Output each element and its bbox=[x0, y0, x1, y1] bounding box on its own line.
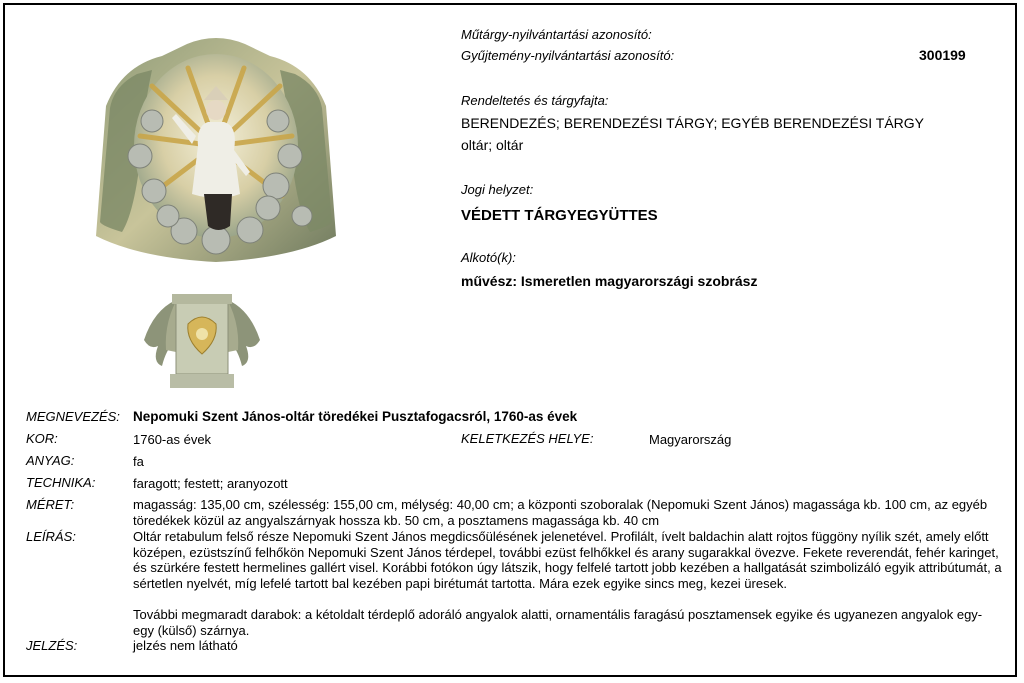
purpose-label: Rendeltetés és tárgyfajta: bbox=[461, 93, 609, 108]
pedestal-wings-photo bbox=[136, 280, 268, 392]
age-value: 1760-as évek bbox=[133, 432, 212, 447]
description-paragraph-1: Oltár retabulum felső része Nepomuki Szent János megdicsőülésének jelenetével. Profilált, ívelt baldachin alatt rojtos függöny nyílik szét, amely előtt középen, ezüstszínű felhőkön Nepomuki Szent János térdepel, további ezüst felhőkkel és arany sugarakkal övezve. Fekete reverendát, fehér karinget, és szürkére festett hermelines gallért visel. Korábbi fotókon úgy látszik, hogy felfelé tartott jobb kezében a hallgatását szimbolizáló egyik attribútumát, a sértetlen nyelvét, míg lefelé tartott bal kezében papi birétumát tartotta. Mára ezek egyike sincs meg, kezei üresek. bbox=[133, 529, 1002, 591]
description-paragraph-2: További megmaradt darabok: a kétoldalt térdeplő adoráló angyalok alatti, ornamentális faragású posztamensek egyike és ugyanezen angyalok egy-egy (külső) szárnya. bbox=[133, 607, 983, 638]
technique-value: faragott; festett; aranyozott bbox=[133, 476, 288, 491]
name-label: MEGNEVEZÉS: bbox=[26, 409, 120, 424]
origin-label: KELETKEZÉS HELYE: bbox=[461, 431, 594, 446]
altar-retabulum-photo bbox=[92, 26, 340, 276]
description-label: LEÍRÁS: bbox=[26, 529, 76, 544]
gyujtemeny-id-label: Gyűjtemény-nyilvántartási azonosító: bbox=[461, 48, 675, 63]
purpose-line1: BERENDEZÉS; BERENDEZÉSI TÁRGY; EGYÉB BERENDEZÉSI TÁRGY bbox=[461, 115, 925, 131]
material-value: fa bbox=[133, 454, 144, 469]
size-value: magasság: 135,00 cm, szélesség: 155,00 cm, mélység: 40,00 cm; a központi szoboralak (Nepomuki Szent János) magassága kb. 100 cm, az egyéb töredékek közül az angyalszárnyak hossza kb. 50 cm, a posztamens magassága kb. 40 cm bbox=[133, 497, 988, 528]
technique-label: TECHNIKA: bbox=[26, 475, 96, 490]
gyujtemeny-id-value: 300199 bbox=[919, 47, 966, 63]
purpose-line2: oltár; oltár bbox=[461, 137, 524, 153]
creators-label: Alkotó(k): bbox=[461, 250, 516, 265]
mutargy-id-label: Műtárgy-nyilvántartási azonosító: bbox=[461, 27, 652, 42]
legal-label: Jogi helyzet: bbox=[461, 182, 534, 197]
creators-value: művész: Ismeretlen magyarországi szobrász bbox=[461, 273, 758, 289]
marking-label: JELZÉS: bbox=[26, 638, 78, 653]
legal-value: VÉDETT TÁRGYEGYÜTTES bbox=[461, 207, 658, 224]
origin-value: Magyarország bbox=[649, 432, 732, 447]
material-label: ANYAG: bbox=[26, 453, 75, 468]
marking-value: jelzés nem látható bbox=[133, 638, 238, 653]
age-label: KOR: bbox=[26, 431, 58, 446]
name-value: Nepomuki Szent János-oltár töredékei Pusztafogacsról, 1760-as évek bbox=[133, 409, 578, 424]
size-label: MÉRET: bbox=[26, 497, 75, 512]
